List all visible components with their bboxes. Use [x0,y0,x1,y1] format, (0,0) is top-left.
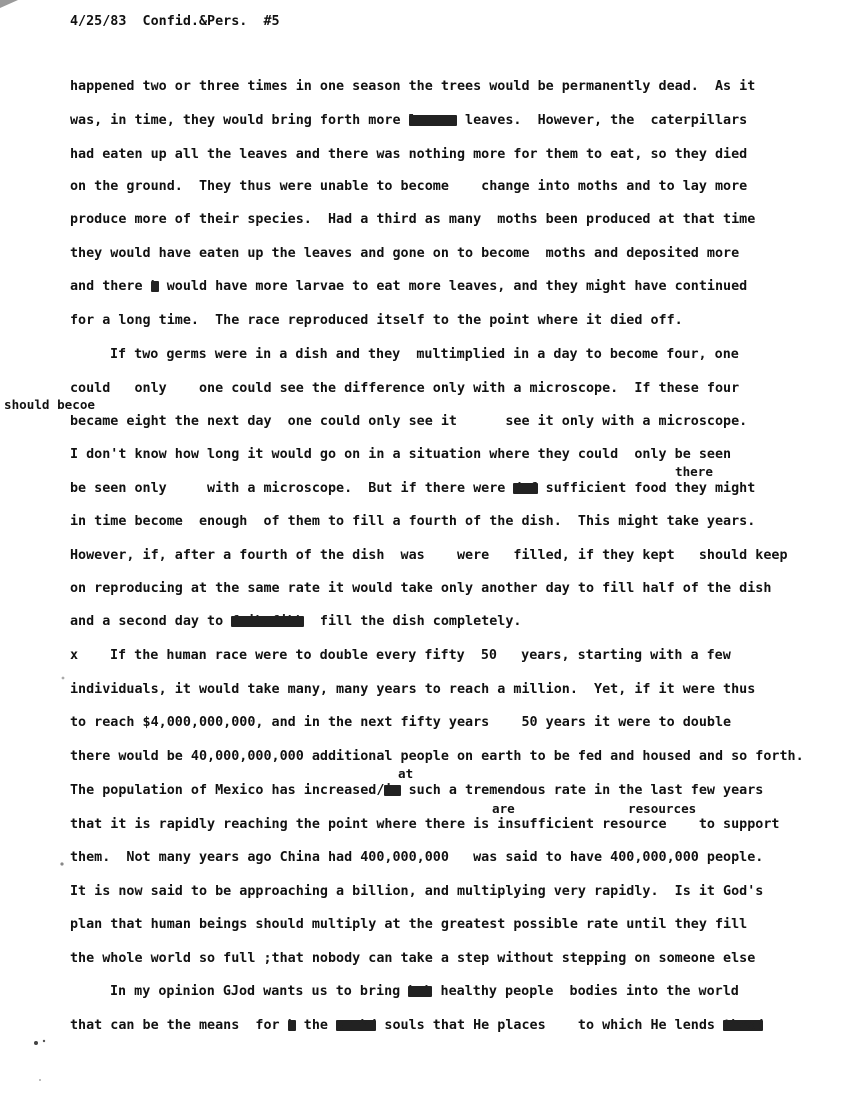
margin-note: should becoe [4,397,95,412]
text-fragment: souls that He places to which He lends [376,1018,724,1033]
text-fragment: The population of Mexico has increased/ [70,783,385,798]
page-header: 4/25/83 Confid.&Pers. #5 [70,14,280,29]
text-line: the whole world so full ;that nobody can take a step without stepping on someone else [70,951,756,966]
text-line: could only one could see the difference only with a microscope. If these four [70,381,740,396]
text-fragment: was, in time, they would bring forth more [70,113,409,128]
text-fragment: would have more larvae to eat more leaves, and they might have continued [158,279,748,294]
overstruck-mark: x [70,648,79,663]
text-line: for a long time. The race reproduced itself to the point where it died off. [70,313,683,328]
text-line: If two germs were in a dish and they multimplied in a day to become four, one [110,347,739,362]
text-fragment: the [295,1018,337,1033]
text-line: happened two or three times in one season the trees would be permanently dead. As it [70,79,756,94]
struck-out-word: thexd [723,1018,764,1033]
text-fragment: fill the dish completely. [303,614,522,629]
text-fragment: and a second day to [70,614,232,629]
text-line [70,614,521,630]
text-fragment: that can be the means for [70,1018,288,1033]
text-line: produce more of their species. Had a third as many moths been produced at that time [70,212,756,227]
text-line: on the ground. They thus were unable to become change into moths and to lay more [70,179,748,194]
text-line: to reach $4,000,000,000, and in the next fifty years 50 years it were to double [70,715,732,730]
struck-out-word: ix [384,783,401,798]
text-line [70,279,747,295]
text-fragment: such a tremendous rate in the last few years [400,783,764,798]
struck-out-word: hmk [408,984,433,999]
struck-out-word: fmikxfikk [231,614,304,629]
text-fragment: be seen only with a microscope. But if there were [70,481,514,496]
text-line: that it is rapidly reaching the point where there is insufficient resource to support [70,817,780,832]
text-line [70,1018,763,1034]
interlinear-insertion: are [492,801,515,816]
text-line: they would have eaten up the leaves and gone on to become moths and deposited more [70,246,740,261]
text-line: them. Not many years ago China had 400,000,000 was said to have 400,000,000 people. [70,850,764,865]
interlinear-insertion: resources [628,801,697,816]
text-fragment: sufficient food they might [537,481,756,496]
text-fragment: healthy people bodies into the world [432,984,739,999]
text-fragment: leaves. However, the caterpillars [456,113,748,128]
text-line: However, if, after a fourth of the dish was were filled, if they kept should keep [70,548,788,563]
text-line [70,481,755,497]
text-line: If the human race were to double every fifty 50 years, starting with a few [110,648,731,663]
text-line [70,113,747,129]
text-line: on reproducing at the same rate it would take only another day to fill half of the dish [70,581,772,596]
text-line: I don't know how long it would go on in a situation where they could only be seen [70,447,732,462]
interlinear-insertion: there [675,464,713,479]
text-line [70,783,763,799]
text-line: in time become enough of them to fill a fourth of the dish. This might take years. [70,514,756,529]
text-line: individuals, it would take many, many years to reach a million. Yet, if it were thus [70,682,756,697]
text-line: plan that human beings should multiply at the greatest possible rate until they fill [70,917,748,932]
text-line: had eaten up all the leaves and there was nothing more for them to eat, so they died [70,147,748,162]
struck-out-word: leave, [408,113,457,128]
text-fragment: In my opinion GJod wants us to bring [110,984,409,999]
struck-out-word: smmkd [336,1018,377,1033]
struck-out-word: dxf [513,481,538,496]
text-line [110,984,739,1000]
text-fragment: and there [70,279,151,294]
text-line: there would be 40,000,000,000 additional people on earth to be fed and housed and so forth. [70,749,804,764]
interlinear-insertion: at [398,766,414,781]
text-line: It is now said to be approaching a billion, and multiplying very rapidly. Is it God's [70,884,764,899]
struck-out-word: k [287,1018,296,1033]
struck-out-word: k [150,279,159,294]
text-line: became eight the next day one could only see it see it only with a microscope. [70,414,748,429]
